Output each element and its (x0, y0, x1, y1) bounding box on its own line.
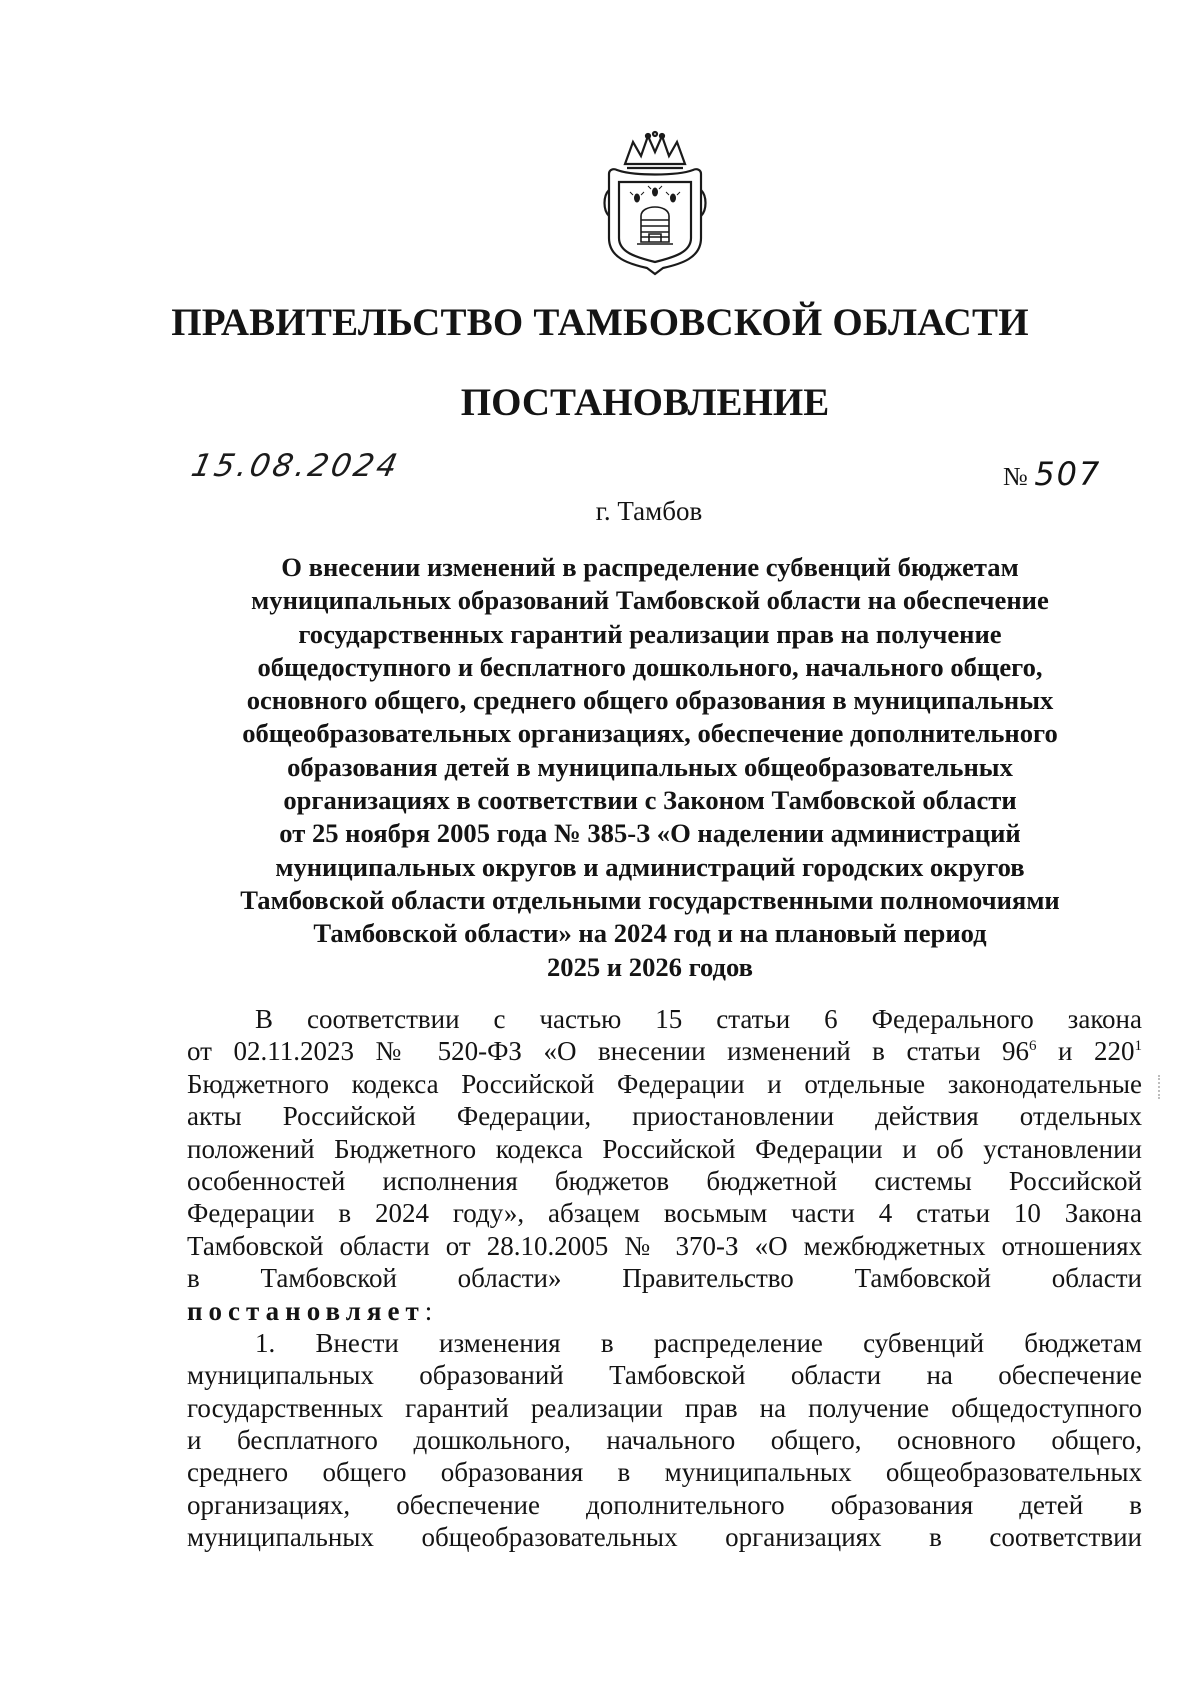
body-line: 1. Внести изменения в распределение субвенций бюджетам (255, 1327, 1142, 1358)
body-line: акты Российской Федерации, приостановлении действия отдельных (187, 1101, 1142, 1132)
body-line: среднего общего образования в муниципальных общеобразовательных (187, 1457, 1142, 1488)
scan-artifact (1158, 1075, 1164, 1099)
document-body (187, 1003, 1142, 1554)
body-line: организациях, обеспечение дополнительного образования детей в (187, 1489, 1142, 1520)
body-line: муниципальных образований Тамбовской области на обеспечение (187, 1360, 1142, 1391)
body-line: и бесплатного дошкольного, начального общего, основного общего, (187, 1425, 1142, 1456)
heading-line: общеобразовательных организациях, обеспечение дополнительного (242, 718, 1058, 749)
body-line: в Тамбовской области» Правительство Тамбовской области (187, 1263, 1142, 1294)
handwritten-number: 507 (1034, 455, 1102, 493)
superscript: 6 (1028, 1038, 1037, 1055)
heading-line: Тамбовской области» на 2024 год и на плановый период (313, 918, 987, 949)
heading-line: общедоступного и бесплатного дошкольного, начального общего, (257, 651, 1043, 682)
superscript: 1 (1134, 1038, 1142, 1055)
body-text: от 02.11.2023 № 520-ФЗ «О внесении изменений в статьи 96 (187, 1036, 1029, 1067)
body-line: государственных гарантий реализации прав на получение общедоступного (187, 1392, 1142, 1423)
body-line: В соответствии с частью 15 статьи 6 Федерального закона (255, 1004, 1142, 1034)
body-line: муниципальных общеобразовательных организациях в соответствии (187, 1522, 1142, 1553)
body-line (187, 1295, 1142, 1327)
body-line: особенностей исполнения бюджетов бюджетной системы Российской (187, 1165, 1142, 1196)
heading-line: Тамбовской области отдельными государственными полномочиями (240, 884, 1060, 915)
heading-line: образования детей в муниципальных общеобразовательных (287, 751, 1013, 782)
heading-line: 2025 и 2026 годов (546, 951, 754, 982)
body-line: Тамбовской области от 28.10.2005 № 370-З «О межбюджетных отношениях (187, 1230, 1142, 1261)
heading-line: организациях в соответствии с Законом Тамбовской области (283, 785, 1017, 816)
body-text: и 220 (1036, 1036, 1135, 1067)
body-line: Федерации в 2024 году», абзацем восьмым части 4 статьи 10 Закона (187, 1198, 1142, 1229)
coat-of-arms-icon (603, 130, 707, 278)
colon: : (424, 1295, 433, 1326)
heading-line: муниципальных округов и администраций городских округов (275, 851, 1025, 882)
handwritten-date: 15.08.2024 (188, 448, 404, 484)
body-line (187, 1035, 1142, 1067)
number-sign: № (1003, 462, 1028, 491)
document-type: ПОСТАНОВЛЕНИЕ (460, 381, 830, 424)
body-line: Бюджетного кодекса Российской Федерации и отдельные законодательные (187, 1068, 1142, 1099)
heading-line: от 25 ноября 2005 года № 385-З «О наделении администраций (279, 818, 1021, 849)
city-label: г. Тамбов (595, 496, 703, 526)
heading-line: О внесении изменений в распределение субвенций бюджетам (281, 552, 1019, 582)
document-number (1003, 455, 1101, 493)
document-heading (190, 551, 1110, 984)
heading-line: муниципальных образований Тамбовской области на обеспечение (251, 585, 1049, 616)
resolves-word: постановляет (187, 1295, 425, 1326)
heading-line: основного общего, среднего общего образования в муниципальных (246, 685, 1054, 716)
body-line: положений Бюджетного кодекса Российской Федерации и об установлении (187, 1133, 1142, 1164)
government-title: ПРАВИТЕЛЬСТВО ТАМБОВСКОЙ ОБЛАСТИ (171, 301, 1029, 344)
heading-line: государственных гарантий реализации прав на получение (298, 618, 1002, 649)
